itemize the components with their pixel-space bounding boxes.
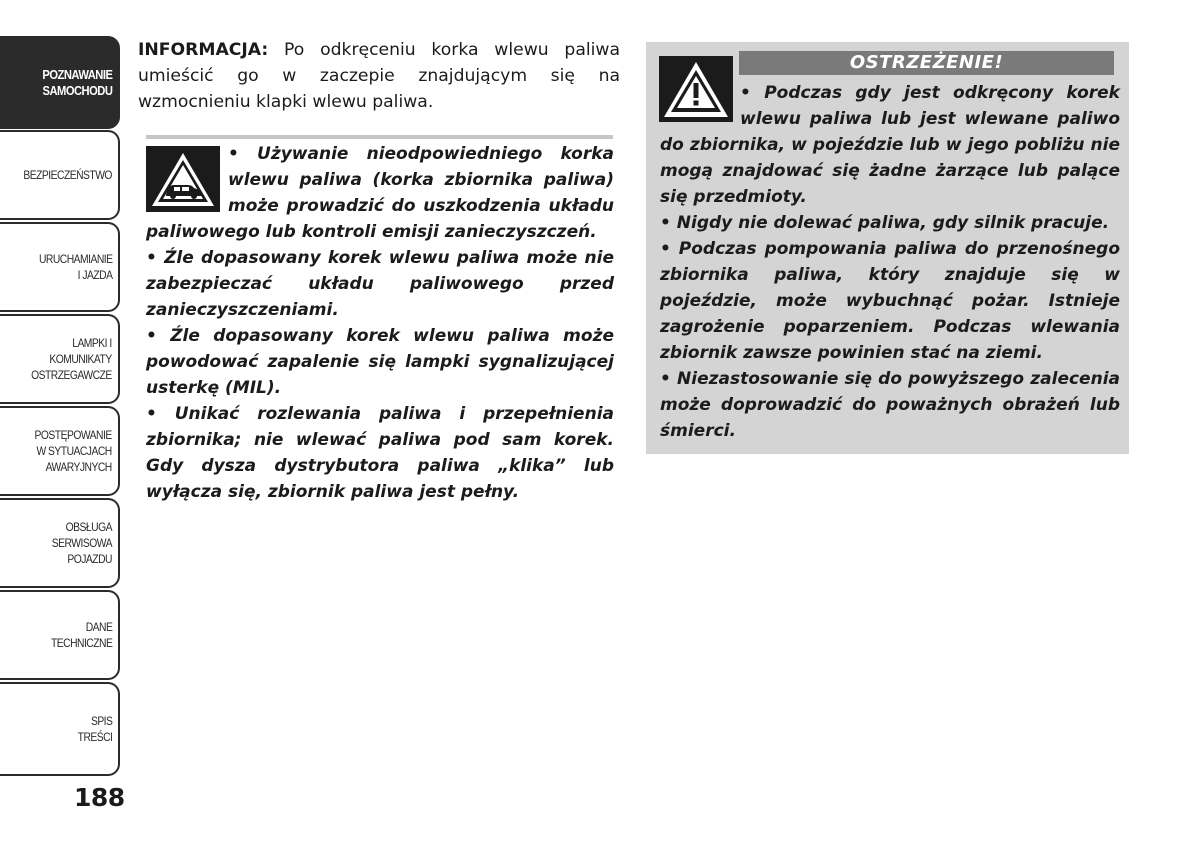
warning-item: • Podczas gdy jest odkręcony korek wlewu paliwa lub jest wlewane paliwo do zbiornika, w pojeździe lub w jego pobliżu nie mogą znajdować się żadne żarzące lub palące się przedmioty. xyxy=(660,83,1120,207)
caution-item: • Unikać rozlewania paliwa i przepełnienia zbiornika; nie wlewać paliwa pod sam korek. Gdy dysza dystrybutora paliwa „klika” lub wyłącza się, zbiornik paliwa jest pełny. xyxy=(146,404,614,502)
warning-title: OSTRZEŻENIE! xyxy=(739,51,1114,75)
tab-label: URUCHAMIANIE I JAZDA xyxy=(38,252,112,282)
tab-label: POZNAWANIE SAMOCHODU xyxy=(41,66,113,98)
tab-label: POSTĘPOWANIE W SYTUACJACH AWARYJNYCH xyxy=(34,428,112,474)
caution-item: • Źle dopasowany korek wlewu paliwa może powodować zapalenie się lampki sygnalizującej usterkę (MIL). xyxy=(146,326,614,398)
tab-bezpieczenstwo[interactable] xyxy=(0,130,120,220)
tab-spis-tresci[interactable] xyxy=(0,682,120,776)
tab-label: DANE TECHNICZNE xyxy=(50,620,112,650)
caution-text xyxy=(146,141,614,505)
tab-label: OBSŁUGA SERWISOWA POJAZDU xyxy=(51,520,112,566)
warning-text xyxy=(660,80,1120,444)
caution-item: • Źle dopasowany korek wlewu paliwa może nie zabezpieczać układu paliwowego przed zanieczyszczeniami. xyxy=(146,248,614,320)
warning-item: • Nigdy nie dolewać paliwa, gdy silnik pracuje. xyxy=(660,213,1110,233)
info-text: Po odkręceniu korka wlewu paliwa umieścić go w zaczepie znajdującym się na wzmocnieniu klapki wlewu paliwa. xyxy=(138,40,620,112)
tab-obsluga-serwisowa[interactable] xyxy=(0,498,120,588)
warning-item: • Niezastosowanie się do powyższego zalecenia może doprowadzić do poważnych obrażeń lub śmierci. xyxy=(660,369,1120,441)
tab-label: LAMPKI I KOMUNIKATY OSTRZEGAWCZE xyxy=(31,336,112,382)
info-heading: INFORMACJA: xyxy=(138,40,269,60)
tab-uruchamianie-i-jazda[interactable] xyxy=(0,222,120,312)
warning-item: • Podczas pompowania paliwa do przenośnego zbiornika paliwa, który znajduje się w pojeździe, może wybuchnąć pożar. Istnieje zagrożenie poparzeniem. Podczas wlewania zbiornik zawsze powinien stać na ziemi. xyxy=(660,239,1120,363)
tab-dane-techniczne[interactable] xyxy=(0,590,120,680)
caution-item: • Używanie nieodpowiedniego korka wlewu paliwa (korka zbiornika paliwa) może prowadzić do uszkodzenia układu paliwowego lub kontroli emisji zanieczyszczeń. xyxy=(146,144,614,242)
info-paragraph xyxy=(138,37,620,115)
tab-label: BEZPIECZEŃSTWO xyxy=(23,168,112,182)
tab-poznawanie-samochodu[interactable] xyxy=(0,36,120,129)
tab-label: SPIS TREŚCI xyxy=(77,714,112,744)
caution-divider xyxy=(146,135,613,139)
tab-postepowanie-awaryjne[interactable] xyxy=(0,406,120,496)
tab-lampki-i-komunikaty[interactable] xyxy=(0,314,120,404)
page-number: 188 xyxy=(74,783,125,812)
